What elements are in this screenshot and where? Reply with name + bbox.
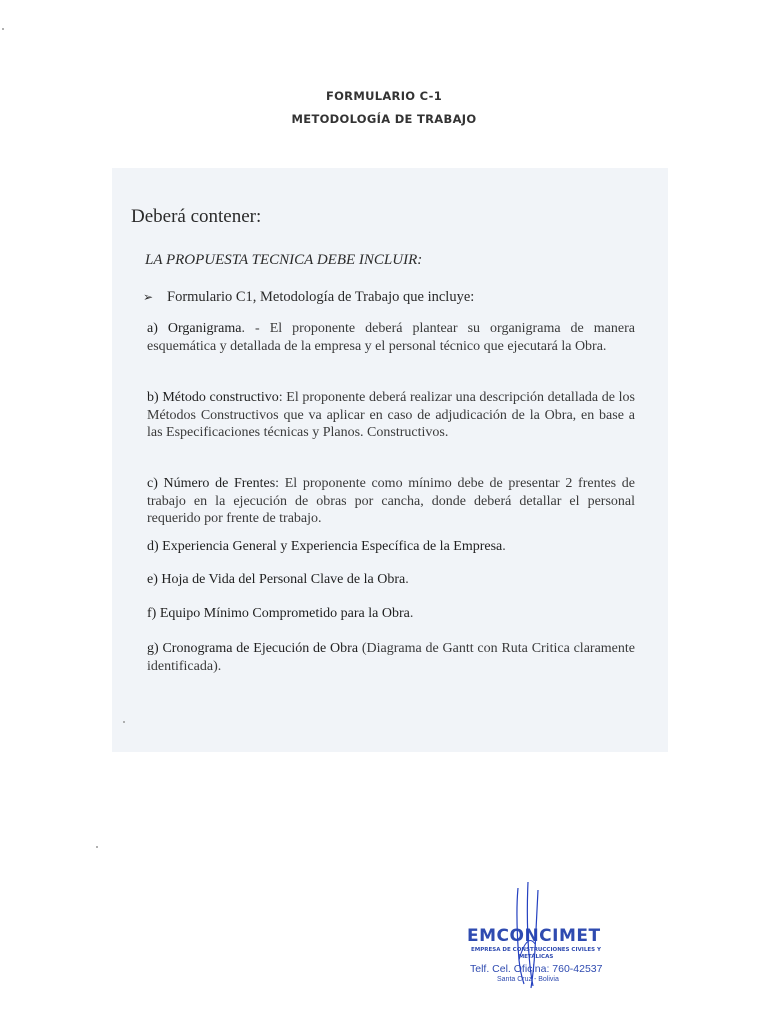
bullet-text: Formulario C1, Metodología de Trabajo que incluye: bbox=[167, 289, 475, 305]
item-numero-frentes bbox=[147, 475, 635, 528]
item-label: d) Experiencia General y Experiencia Específica de la Empresa bbox=[147, 539, 503, 554]
scan-speck bbox=[2, 28, 4, 30]
propuesta-heading: LA PROPUESTA TECNICA DEBE INCLUIR: bbox=[145, 252, 423, 268]
item-label: g) Cronograma de Ejecución de Obra bbox=[147, 641, 359, 656]
item-experiencia bbox=[147, 538, 635, 556]
stamp-company-name: EMCONCIMET bbox=[467, 926, 601, 946]
handwritten-signature bbox=[500, 880, 560, 990]
item-text: (Diagrama de Gantt con Ruta Critica claramente identificada). bbox=[147, 641, 635, 674]
item-label: b) Método constructivo bbox=[147, 390, 279, 405]
stamp-phone: Telf. Cel. Oficina: 760-42537 bbox=[470, 963, 603, 975]
item-organigrama bbox=[147, 320, 635, 355]
item-metodo-constructivo bbox=[147, 389, 635, 442]
item-text: . bbox=[502, 539, 506, 554]
scan-speck bbox=[96, 846, 98, 848]
arrow-bullet-icon: ➢ bbox=[143, 290, 154, 304]
item-equipo-minimo bbox=[147, 605, 635, 623]
bullet-item bbox=[143, 289, 474, 306]
heading-text: Deberá contener bbox=[131, 206, 257, 227]
item-text: . bbox=[405, 572, 409, 587]
item-label: a) Organigrama bbox=[147, 321, 242, 336]
content-heading bbox=[131, 206, 261, 228]
item-label: e) Hoja de Vida del Personal Clave de la Obra bbox=[147, 572, 406, 587]
item-text: : El proponente como mínimo debe de presentar 2 frentes de trabajo en la ejecución de obras por cancha, donde deberá detallar el personal requerido por frente de trabajo. bbox=[147, 476, 635, 526]
item-cronograma bbox=[147, 640, 635, 675]
item-text: . bbox=[409, 606, 414, 621]
form-title: FORMULARIO C-1 bbox=[325, 89, 443, 103]
scan-speck bbox=[123, 721, 125, 723]
form-subtitle: METODOLOGÍA DE TRABAJO bbox=[291, 112, 477, 126]
item-label: c) Número de Frentes bbox=[147, 476, 276, 491]
item-hoja-vida bbox=[147, 571, 635, 589]
heading-colon: : bbox=[256, 206, 262, 227]
item-text: : El proponente deberá realizar una descripción detallada de los Métodos Constructivos que va aplicar en caso de adjudicación de la Obra, en base a las Especificaciones técnicas y Planos. Constructivos. bbox=[147, 390, 635, 440]
stamp-company-subtitle: EMPRESA DE CONSTRUCCIONES CIVILES Y METÁLICAS bbox=[471, 947, 601, 960]
item-label: f) Equipo Mínimo Comprometido para la Obra bbox=[147, 606, 410, 621]
item-text: . - El proponente deberá plantear su organigrama de manera esquemática y detallada de la empresa y el personal técnico que ejecutará la Obra. bbox=[147, 321, 635, 354]
stamp-city: Santa Cruz - Bolivia bbox=[497, 976, 559, 983]
